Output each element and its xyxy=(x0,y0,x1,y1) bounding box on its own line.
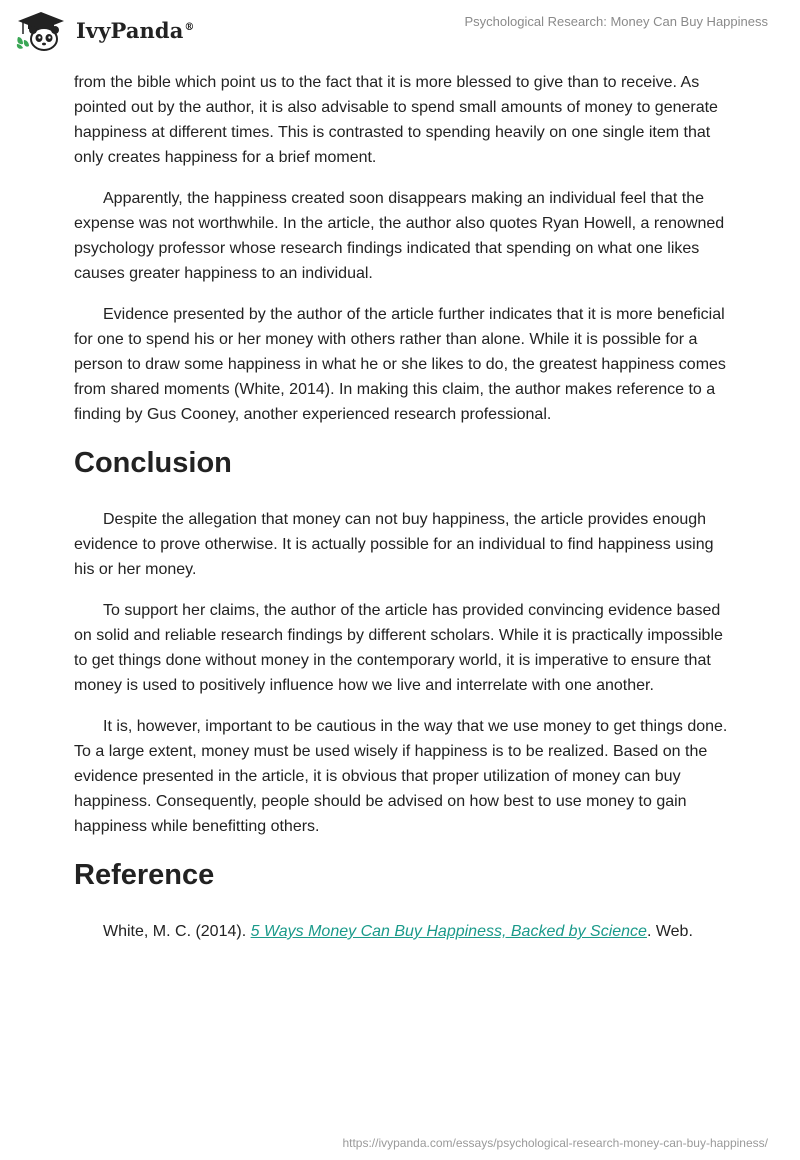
conclusion-paragraph: To support her claims, the author of the article has provided convincing evidence based on solid and reliable research findings by different scholars. While it is practically impossible to get things done without money in the contemporary world, it is imperative to ensure that money is used to positively influence how we live and interrelate with one another. xyxy=(74,602,723,694)
brand-name: IvyPanda® xyxy=(76,17,195,43)
reference-author: White, M. C. (2014). xyxy=(103,923,251,940)
ivypanda-logo[interactable] xyxy=(14,10,195,52)
reference-suffix: . Web. xyxy=(646,923,693,940)
conclusion-paragraph: It is, however, important to be cautious in the way that we use money to get things done. To a large extent, money must be used wisely if happiness is to be realized. Based on the evidence presented in the article, it is obvious that proper utilization of money can buy happiness. Consequently, people should be advised on how best to use money to gain happiness while benefitting others. xyxy=(74,718,728,835)
body-paragraph: Evidence presented by the author of the article further indicates that it is more beneficial for one to spend his or her money with others rather than alone. While it is possible for a person to draw some happiness in what he or she likes to do, the greatest happiness comes from shared moments (White, 2014). In making this claim, the author makes reference to a finding by Gus Cooney, another experienced research professional. xyxy=(74,306,726,423)
reference-entry xyxy=(74,919,734,944)
reference-heading: Reference xyxy=(74,859,215,891)
running-title: Psychological Research: Money Can Buy Happiness xyxy=(464,14,768,29)
page-header xyxy=(0,0,800,66)
essay-content xyxy=(74,70,734,960)
panda-graduate-icon xyxy=(14,10,68,52)
registered-mark: ® xyxy=(184,21,195,33)
reference-title-link[interactable]: 5 Ways Money Can Buy Happiness, Backed by Science xyxy=(250,923,647,940)
conclusion-paragraph: Despite the allegation that money can not buy happiness, the article provides enough evidence to prove otherwise. It is actually possible for an individual to find happiness using his or her money. xyxy=(74,511,714,578)
conclusion-heading: Conclusion xyxy=(74,447,232,479)
body-paragraph-continued: from the bible which point us to the fact that it is more blessed to give than to receive. As pointed out by the author, it is also advisable to spend small amounts of money to generate happiness at different times. This is contrasted to spending heavily on one single item that only creates happiness for a brief moment. xyxy=(74,74,718,166)
body-paragraph: Apparently, the happiness created soon disappears making an individual feel that the expense was not worthwhile. In the article, the author also quotes Ryan Howell, a renowned psychology professor whose research findings indicated that spending on what one likes causes greater happiness to an individual. xyxy=(74,190,725,282)
source-url: https://ivypanda.com/essays/psychological-research-money-can-buy-happiness/ xyxy=(342,1136,768,1150)
